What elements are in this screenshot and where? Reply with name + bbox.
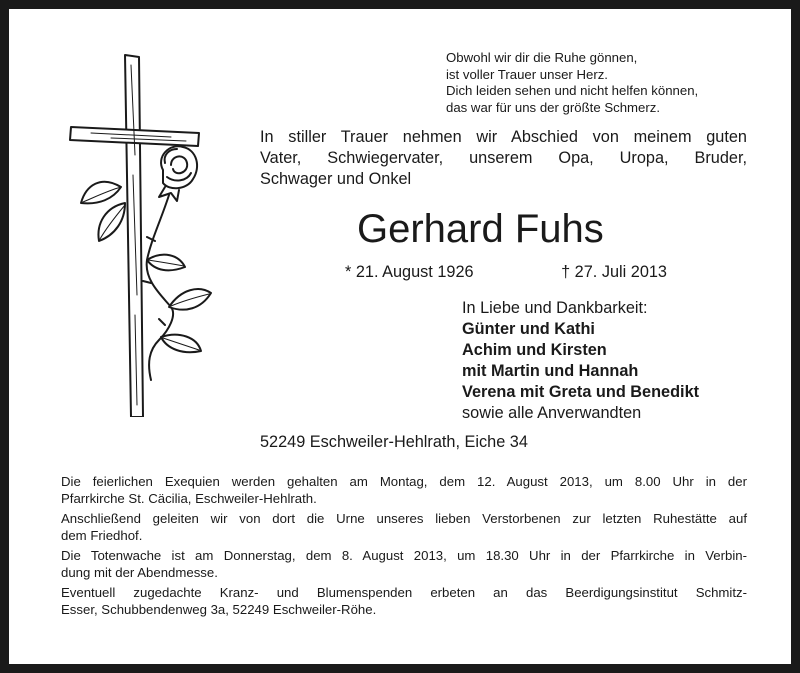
detail-paragraph — [61, 473, 747, 507]
poem-verse — [446, 50, 698, 116]
detail-line: dem Friedhof. — [61, 528, 143, 543]
detail-paragraph — [61, 547, 747, 581]
poem-line: ist voller Trauer unser Herz. — [446, 66, 608, 82]
deceased-name: Gerhard Fuhs — [357, 207, 604, 251]
detail-paragraph — [61, 510, 747, 544]
intro-text — [260, 127, 747, 190]
service-details — [61, 473, 747, 621]
detail-line: Pfarrkirche St. Cäcilia, Eschweiler-Hehlrath. — [61, 491, 317, 506]
mourner-name: Verena mit Greta und Benedikt — [462, 383, 700, 401]
cross-with-rose-icon — [51, 45, 221, 417]
intro-line: Schwager und Onkel — [260, 170, 412, 188]
detail-line: Esser, Schubbendenweg 3a, 52249 Eschweiler-Röhe. — [61, 602, 377, 617]
mourners-list — [462, 298, 699, 424]
detail-line: dung mit der Abendmesse. — [61, 565, 218, 580]
mourner-name: Günter und Kathi — [462, 320, 595, 338]
mourners-closing: sowie alle Anverwandten — [462, 404, 642, 422]
birth-date: * 21. August 1926 — [345, 263, 474, 281]
mourner-name: Achim und Kirsten — [462, 341, 607, 359]
detail-line: Die Totenwache ist am Donnerstag, dem 8. August 2013, um 18.30 Uhr in der Pfarrkirche in Verbin- — [61, 548, 747, 563]
death-date: † 27. Juli 2013 — [561, 263, 667, 281]
poem-line: das war für uns der größte Schmerz. — [446, 99, 661, 115]
family-address: 52249 Eschweiler-Hehlrath, Eiche 34 — [260, 433, 528, 451]
mourner-name: mit Martin und Hannah — [462, 362, 639, 380]
detail-line: Anschließend geleiten wir von dort die Urne unseres lieben Verstorbenen zur letzten Ruhestätte auf — [61, 511, 747, 526]
mourners-heading: In Liebe und Dankbarkeit: — [462, 299, 648, 317]
intro-line: In stiller Trauer nehmen wir Abschied von meinem guten — [260, 128, 747, 146]
detail-line: Die feierlichen Exequien werden gehalten am Montag, dem 12. August 2013, um 8.00 Uhr in der — [61, 474, 747, 489]
poem-line: Dich leiden sehen und nicht helfen können, — [446, 83, 699, 98]
intro-line: Vater, Schwiegervater, unserem Opa, Uropa, Bruder, — [260, 149, 747, 167]
detail-paragraph — [61, 584, 747, 618]
poem-line: Obwohl wir dir die Ruhe gönnen, — [446, 50, 638, 65]
detail-line: Eventuell zugedachte Kranz- und Blumenspenden erbeten an das Beerdigungsinstitut Schmitz- — [61, 585, 747, 600]
